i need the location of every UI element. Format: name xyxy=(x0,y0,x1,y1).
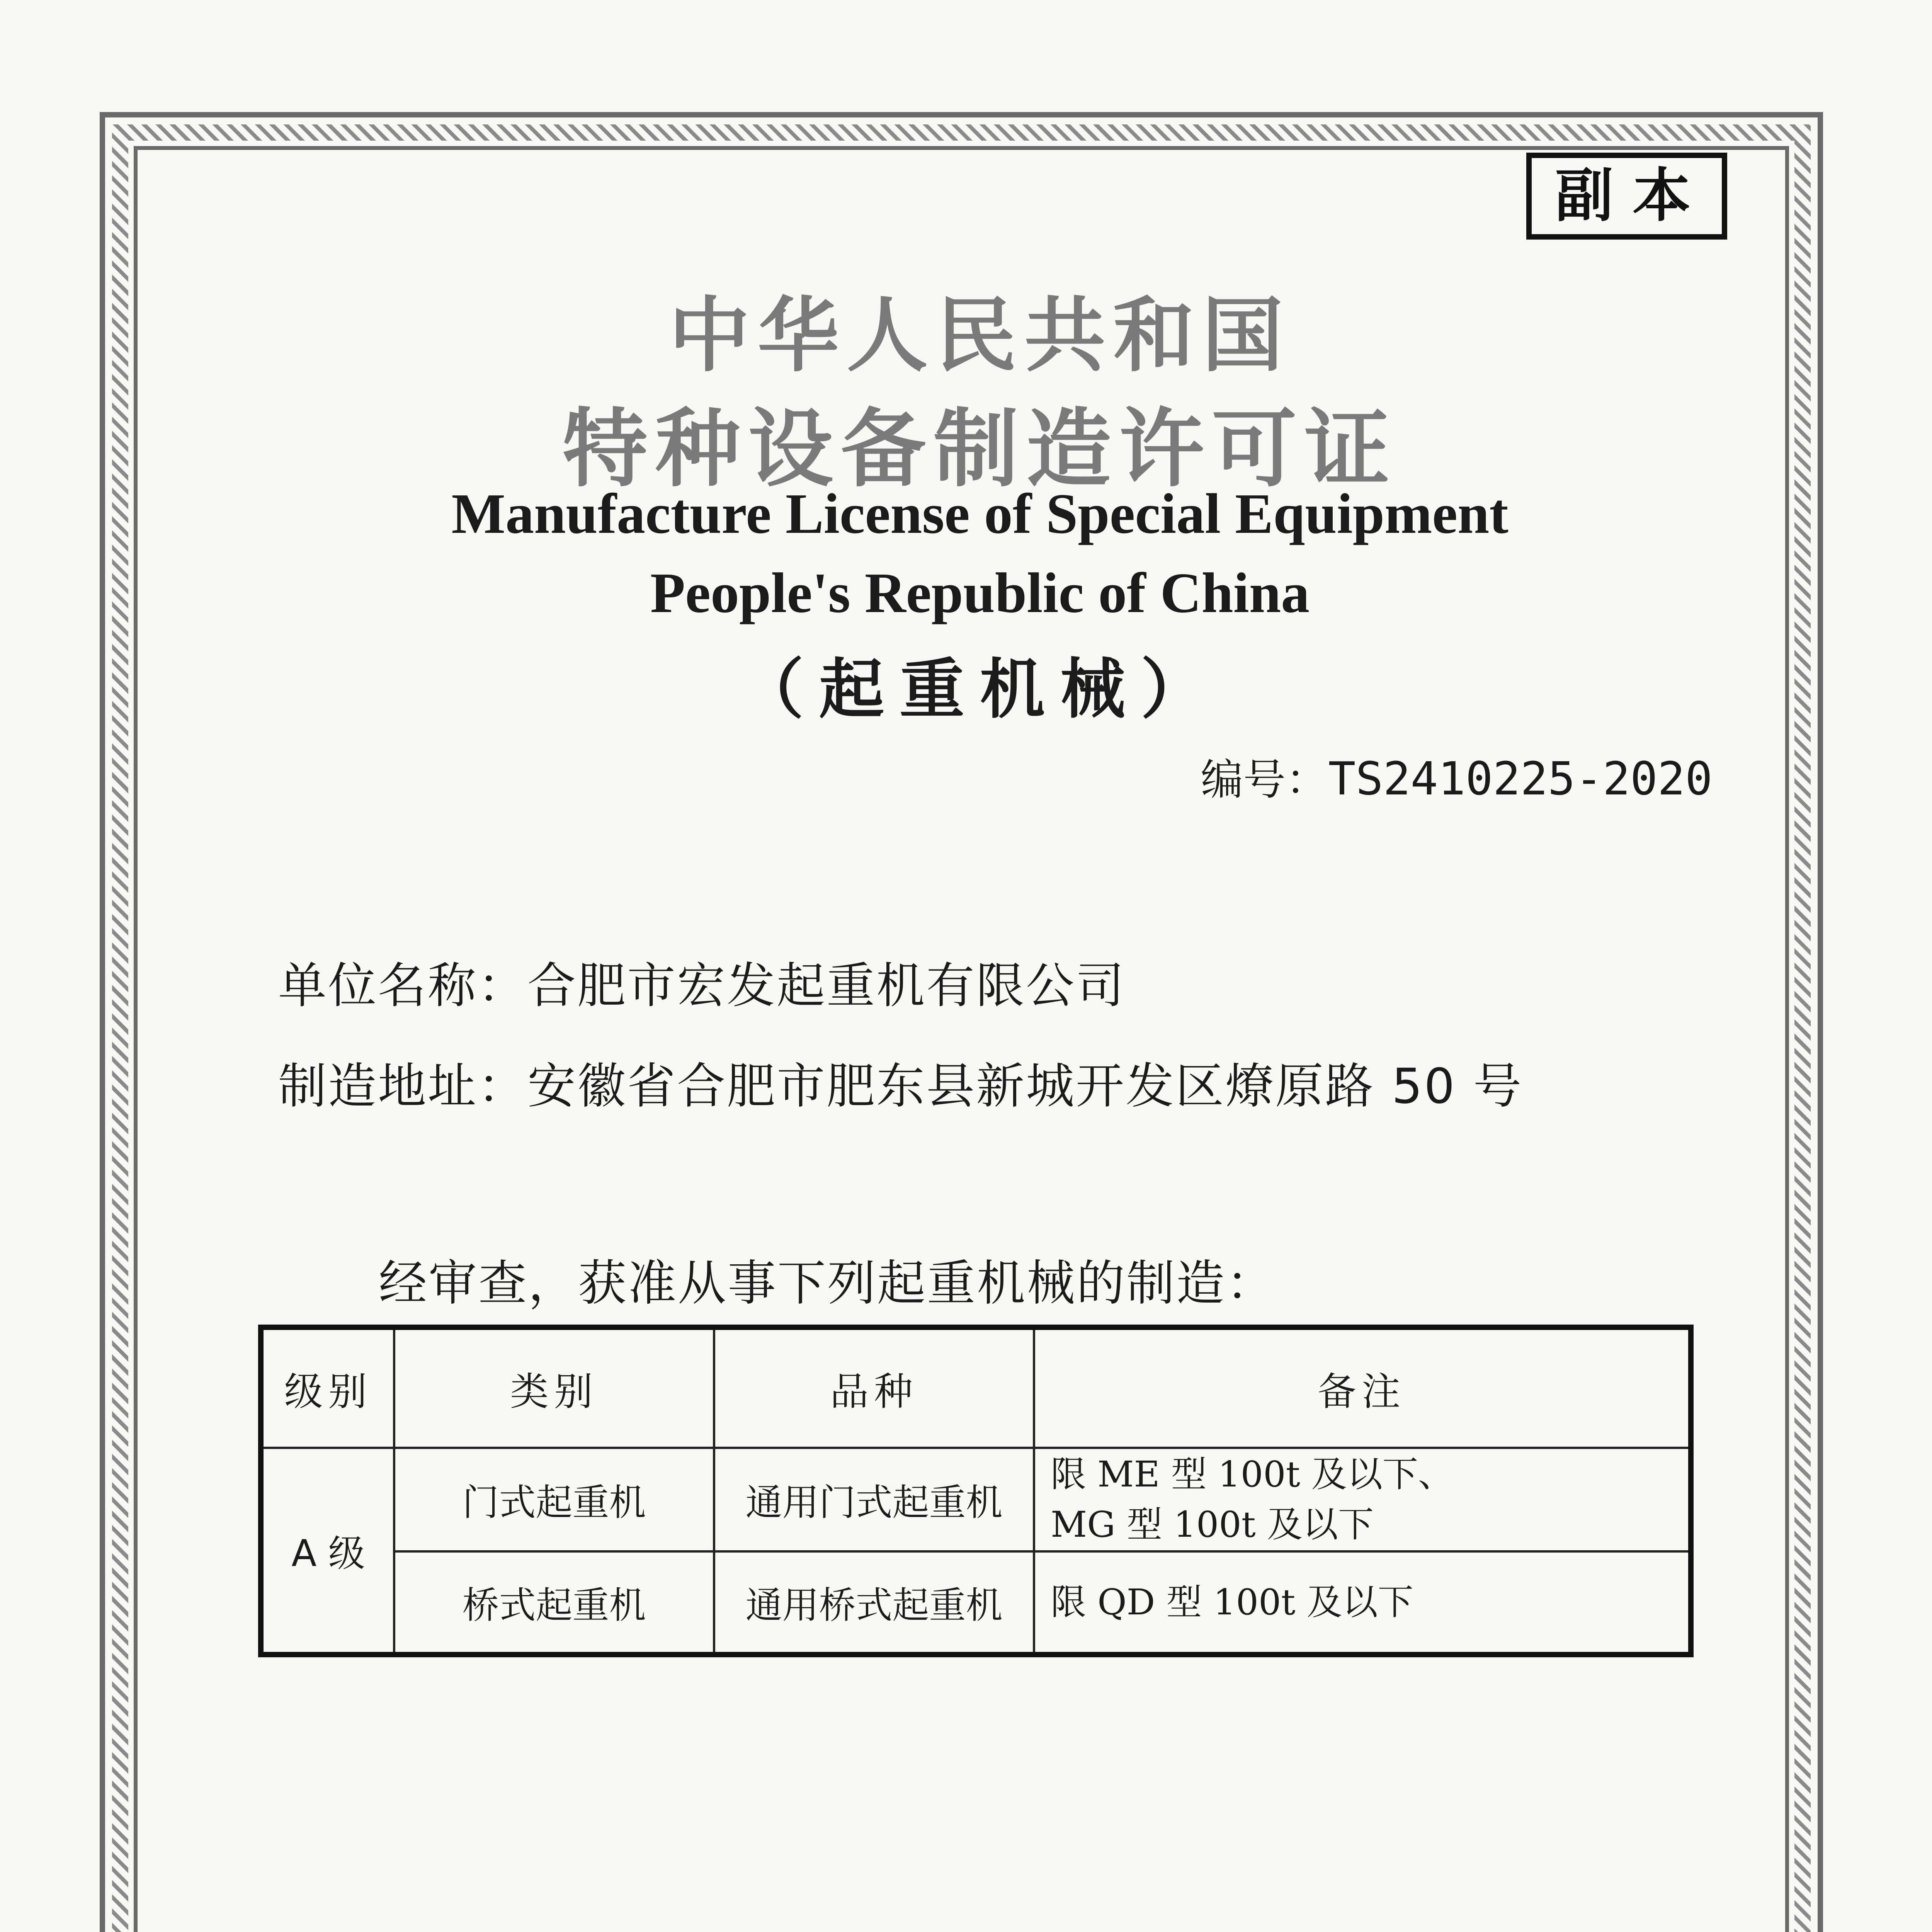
note-cell xyxy=(1034,1448,1691,1551)
table-row xyxy=(261,1551,1691,1655)
header-level: 级别 xyxy=(261,1327,394,1448)
license-number-row xyxy=(1201,746,1713,807)
unit-name-label: 单位名称： xyxy=(278,958,527,1014)
header-note: 备注 xyxy=(1034,1327,1691,1448)
note-line: 限 QD 型 100t 及以下 xyxy=(1051,1581,1413,1623)
approval-statement: 经审查，获准从事下列起重机械的制造： xyxy=(379,1255,1276,1311)
copy-stamp: 副本 xyxy=(1526,153,1727,240)
table-row xyxy=(261,1448,1691,1551)
variety-cell: 通用桥式起重机 xyxy=(714,1551,1034,1655)
address-label: 制造地址： xyxy=(278,1058,527,1114)
level-cell: A 级 xyxy=(261,1448,394,1655)
license-number-label: 编号： xyxy=(1201,755,1328,804)
category-cell: 桥式起重机 xyxy=(394,1551,714,1655)
note-line: 限 ME 型 100t 及以下、 xyxy=(1051,1454,1454,1495)
header-category: 类别 xyxy=(394,1327,714,1448)
table-header-row xyxy=(261,1327,1691,1448)
address: 安徽省合肥市肥东县新城开发区燎原路 50 号 xyxy=(527,1058,1523,1114)
title-cn-license: 特种设备制造许可证 xyxy=(562,400,1397,498)
license-scope-table xyxy=(258,1325,1694,1657)
title-cn-country: 中华人民共和国 xyxy=(668,288,1291,383)
variety-cell: 通用门式起重机 xyxy=(714,1448,1034,1551)
note-line: MG 型 100t 及以下 xyxy=(1051,1504,1374,1545)
unit-name: 合肥市宏发起重机有限公司 xyxy=(527,958,1126,1014)
category-cell: 门式起重机 xyxy=(394,1448,714,1551)
unit-name-row xyxy=(278,947,1126,1016)
address-row xyxy=(278,1047,1523,1117)
equipment-category: （起重机械） xyxy=(739,651,1221,727)
header-variety: 品种 xyxy=(714,1327,1034,1448)
license-number: TS2410225-2020 xyxy=(1328,752,1713,805)
title-en-country: People's Republic of China xyxy=(650,561,1310,625)
title-en-license: Manufacture License of Special Equipment xyxy=(451,482,1509,546)
note-cell xyxy=(1034,1551,1691,1655)
